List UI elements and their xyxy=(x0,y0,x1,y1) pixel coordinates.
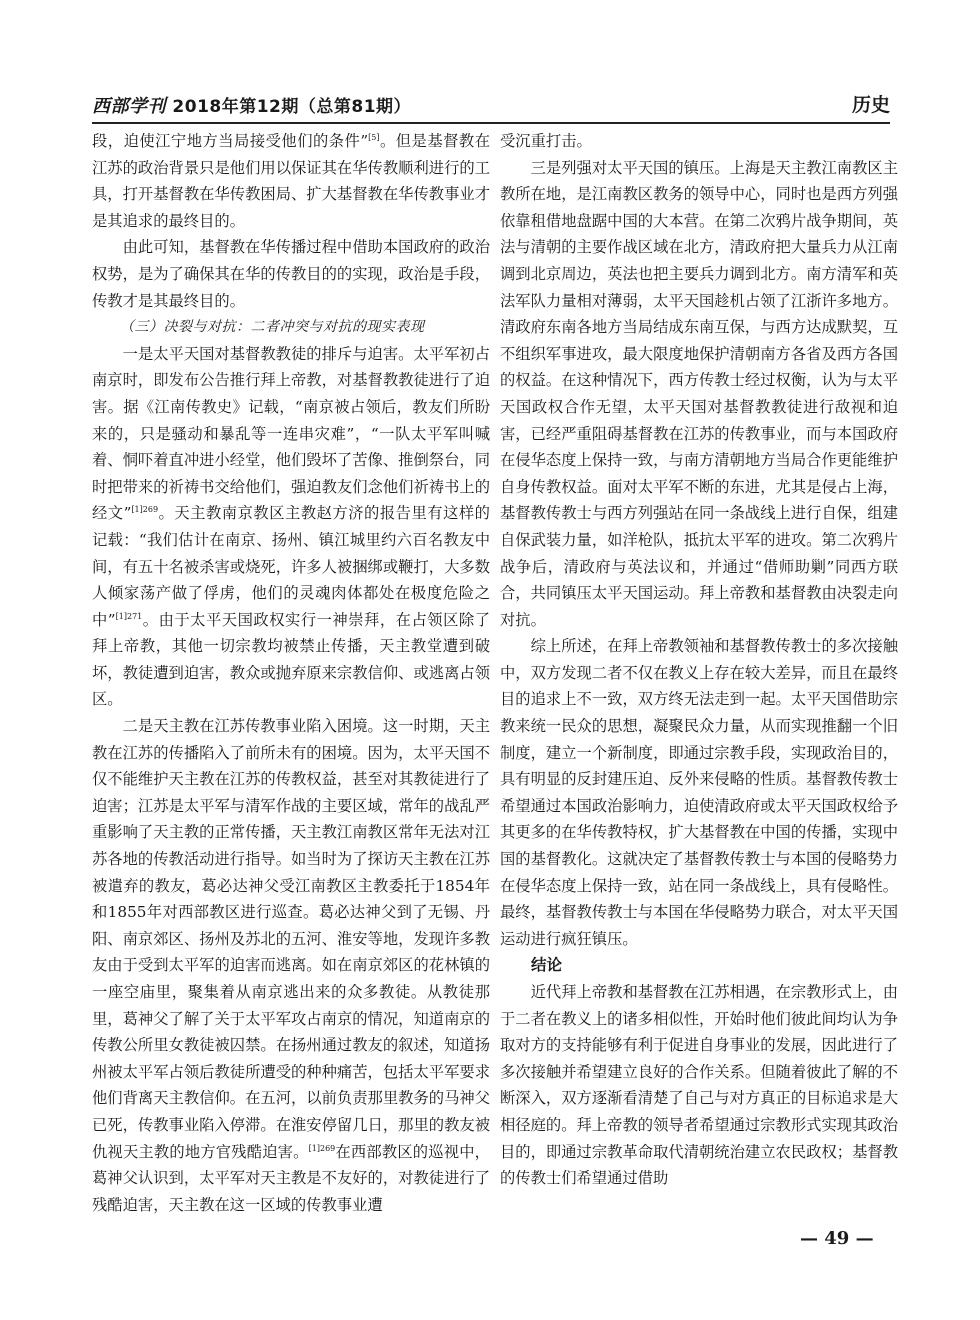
text-run: 二是天主教在江苏传教事业陷入困境。这一时期，天主教在江苏的传播陷入了前所未有的困境。因为，太平天国不仅不能维护天主教在江苏的传教权益，甚至对其教徒进行了迫害；江苏是太平军与清军作战的主要区域，常年的战乱严重影响了天主教的正常传播，天主教江南教区常年无法对江苏各地的传教活动进行指导。如当时为了探访天主教在江苏被遣弃的教友，葛必达神父受江南教区主教委托于1854年和1855年对西部教区进行巡查。葛必达神父到了无锡、丹阳、南京郊区、扬州及苏北的五河、淮安等地，发现许多教友由于受到太平军的迫害而逃离。如在南京郊区的花林镇的一座空庙里，聚集着从南京逃出来的众多教徒。从教徒那里，葛神父了解了关于太平军攻占南京的情况，知道南京的传教公所里女教徒被囚禁。在扬州通过教友的叙述，知道扬州被太平军占领后教徒所遭受的种种痛苦，包括太平军要求他们背离天主教信仰。在五河，以前负责那里教务的马神父已死，传教事业陷入停滞。在淮安停留几日，那里的教友被仇视天主教的地方官残酷迫害。 xyxy=(92,717,490,1161)
text-run: 。但是基督教在江苏的政治背景只是他们用以保证其在华传教顺利进行的工具，打开基督教在华传教困局、扩大基督教在华传教事业才是其追求的最终目的。 xyxy=(92,132,490,230)
paragraph: 近代拜上帝教和基督教在江苏相遇，在宗教形式上，由于二者在教义上的诸多相似性，开始时他们彼此间均认为争取对方的支持能够有利于促进自身事业的发展，因此进行了多次接触并希望建立良好的合作关系。但随着彼此了解的不断深入，双方逐渐看清楚了自己与对方真正的目标追求是大相径庭的。拜上帝教的领导者希望通过宗教形式实现其政治目的，即通过宗教革命取代清朝统治建立农民政权；基督教的传教士们希望通过借助 xyxy=(500,983,898,1188)
conclusion-heading: 结论 xyxy=(531,956,563,975)
running-header xyxy=(92,88,890,124)
text-run: 。由于太平天国政权实行一神崇拜，在占领区除了拜上帝教，其他一切宗教均被禁止传播，天主教堂遭到破坏，教徒遭到迫害，教众或抛弃原来宗教信仰、或逃离占领区。 xyxy=(92,610,490,709)
paragraph xyxy=(92,128,490,234)
paragraph xyxy=(92,713,490,1218)
citation: [1]269 xyxy=(131,505,159,515)
left-column xyxy=(92,128,490,1218)
citation: [5] xyxy=(368,133,380,142)
subsection-heading: （三）决裂与对抗：二者冲突与对抗的现实表现 xyxy=(120,319,425,336)
page-number: — 49 — xyxy=(800,1228,874,1249)
text-run: 段，迫使江宁地方当局接受他们的条件” xyxy=(92,132,369,150)
paragraph: 三是列强对太平天国的镇压。上海是天主教江南教区主教所在地，是江南教区教务的领导中心，同时也是西方列强依靠租借地盘踞中国的大本营。在第二次鸦片战争期间，英法与清朝的主要作战区域在北方，清政府把大量兵力从江南调到北京周边，英法也把主要兵力调到北方。南方清军和英法军队力量相对薄弱，太平天国趁机占领了江浙许多地方。清政府东南各地方当局结成东南互保，与西方达成默契，互不组织军事进攻，最大限度地保护清朝南方各省及西方各国的权益。在这种情况下，西方传教士经过权衡，认为与太平天国政权合作无望，太平天国对基督教教徒进行敌视和迫害，已经严重阻碍基督教在江苏的传教事业，而与本国政府在侵华态度上保持一致，与南方清朝地方当局合作更能维护自身传教权益。面对太平军不断的东进，尤其是侵占上海，基督教传教士与西方列强站在同一条战线上进行自保，组建自保武装力量，如洋枪队，抵抗太平军的进攻。第二次鸦片战争后，清政府与英法议和，并通过“借师助剿”同西方联合，共同镇压太平天国运动。拜上帝教和基督教由决裂走向对抗。 xyxy=(500,158,898,629)
section-label: 历史 xyxy=(851,94,890,116)
text-run: 一是太平天国对基督教教徒的排斥与迫害。太平军初占南京时，即发布公告推行拜上帝教，对基督教教徒进行了迫害。据《江南传教史》记载，“南京被占领后，教友们所盼来的，只是骚动和暴乱等一连串灾难”，“一队太平军叫喊着、恫吓着直冲进小经堂，他们毁坏了苦像、推倒祭台，同时把带来的祈祷书交给他们，强迫教友们念他们祈祷书上的经文” xyxy=(92,344,490,523)
citation: [1]271 xyxy=(115,611,143,621)
paragraph: 受沉重打击。 xyxy=(500,132,592,150)
text-run: 在西部教区的巡视中，葛神父认识到，太平军对天主教是不友好的，对教徒进行了残酷迫害，天主教在这一区域的传教事业遭 xyxy=(92,1142,490,1214)
journal-title xyxy=(92,92,411,118)
paragraph: 由此可知，基督教在华传播过程中借助本国政府的政治权势，是为了确保其在华的传教目的的实现，政治是手段，传教才是其最终目的。 xyxy=(92,238,490,310)
journal-logo: 西部学刊 xyxy=(92,96,166,117)
journal-issue: 2018年第12期（总第81期） xyxy=(166,97,412,117)
right-column xyxy=(500,128,898,1192)
paragraph xyxy=(92,341,490,713)
paragraph: 综上所述，在拜上帝教领袖和基督教传教士的多次接触中，双方发现二者不仅在教义上存在较大差异，而且在最终目的追求上不一致，双方终无法走到一起。太平天国借助宗教来统一民众的思想，凝聚民众力量，从而实现推翻一个旧制度，建立一个新制度，即通过宗教手段，实现政治目的，具有明显的反封建压迫、反外来侵略的性质。基督教传教士希望通过本国政治影响力，迫使清政府或太平天国政权给予其更多的在华传教特权，扩大基督教在中国的传播，实现中国的基督教化。这就决定了基督教传教士与本国的侵略势力在侵华态度上保持一致，站在同一条战线上，具有侵略性。最终，基督教传教士与本国在华侵略势力联合，对太平天国运动进行疯狂镇压。 xyxy=(500,637,898,948)
text-run: 。天主教南京教区主教赵方济的报告里有这样的记载：“我们估计在南京、扬州、镇江城里约六百名教友中间，有五十名被杀害或烧死，许多人被捆绑或鞭打，大多数人倾家荡产做了俘虏，他们的灵魂肉体都处在极度危险之中” xyxy=(92,504,490,629)
citation: [1]269 xyxy=(308,1143,336,1153)
